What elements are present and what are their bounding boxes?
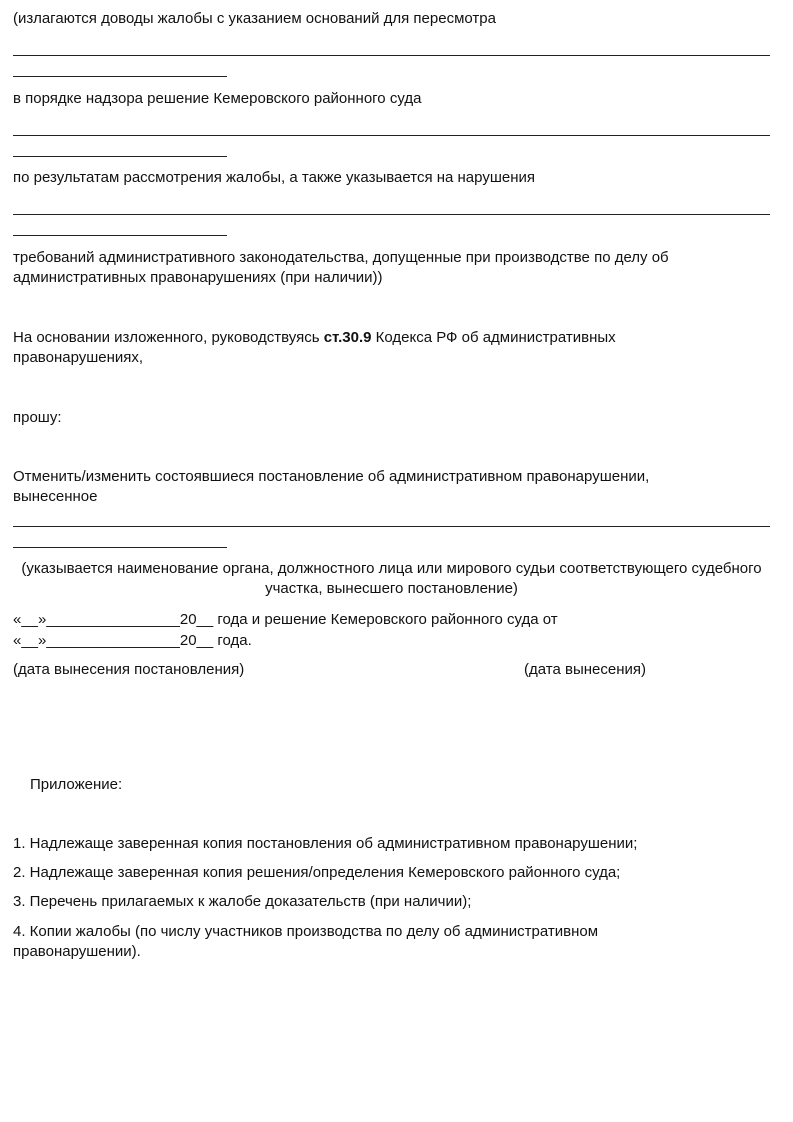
- basis-paragraph: [13, 328, 733, 368]
- basis-prefix: На основании изложенного, руководствуясь: [13, 329, 324, 346]
- attachment-item-1: 1. Надлежаще заверенная копия постановления об административном правонарушении;: [13, 835, 638, 852]
- instruction-line-2: в порядке надзора решение Кемеровского районного суда: [13, 90, 422, 107]
- fill-line-short: [13, 235, 227, 236]
- fill-line-short: [13, 156, 227, 157]
- attachment-title: Приложение:: [30, 776, 123, 793]
- date-label-right: (дата вынесения): [524, 661, 646, 678]
- attachment-item-3: 3. Перечень прилагаемых к жалобе доказательств (при наличии);: [13, 893, 472, 910]
- basis-suffix: Кодекса РФ об административных правонарушениях,: [13, 329, 616, 366]
- fill-line-short: [13, 76, 227, 77]
- article-reference: ст.30.9: [323, 329, 372, 346]
- date-line-2: «__»________________20__ года.: [13, 632, 252, 649]
- fill-line: [13, 214, 770, 215]
- date-label-left: (дата вынесения постановления): [13, 661, 245, 678]
- attachment-item-4: 4. Копии жалобы (по числу участников производства по делу об административном правонарушении).: [13, 923, 599, 960]
- fill-line-short: [13, 547, 227, 548]
- fill-line: [13, 55, 770, 56]
- instruction-line-4: требований административного законодательства, допущенные при производстве по делу об административных правонарушениях (при наличии)): [13, 249, 669, 286]
- organ-note: (указывается наименование органа, должностного лица или мирового судьи соответствующего судебного участка, вынесшего постановление): [21, 560, 762, 597]
- attachment-item-2: 2. Надлежаще заверенная копия решения/определения Кемеровского районного суда;: [13, 864, 621, 881]
- date-line-1: «__»________________20__ года и решение Кемеровского районного суда от: [13, 611, 558, 628]
- instruction-line-3: по результатам рассмотрения жалобы, а также указывается на нарушения: [13, 169, 535, 186]
- fill-line: [13, 526, 770, 527]
- cancel-paragraph: Отменить/изменить состоявшиеся постановление об административном правонарушении, вынесенное: [13, 468, 650, 505]
- fill-line: [13, 135, 770, 136]
- instruction-line-1: (излагаются доводы жалобы с указанием оснований для пересмотра: [13, 10, 496, 27]
- request-heading: прошу:: [13, 409, 62, 426]
